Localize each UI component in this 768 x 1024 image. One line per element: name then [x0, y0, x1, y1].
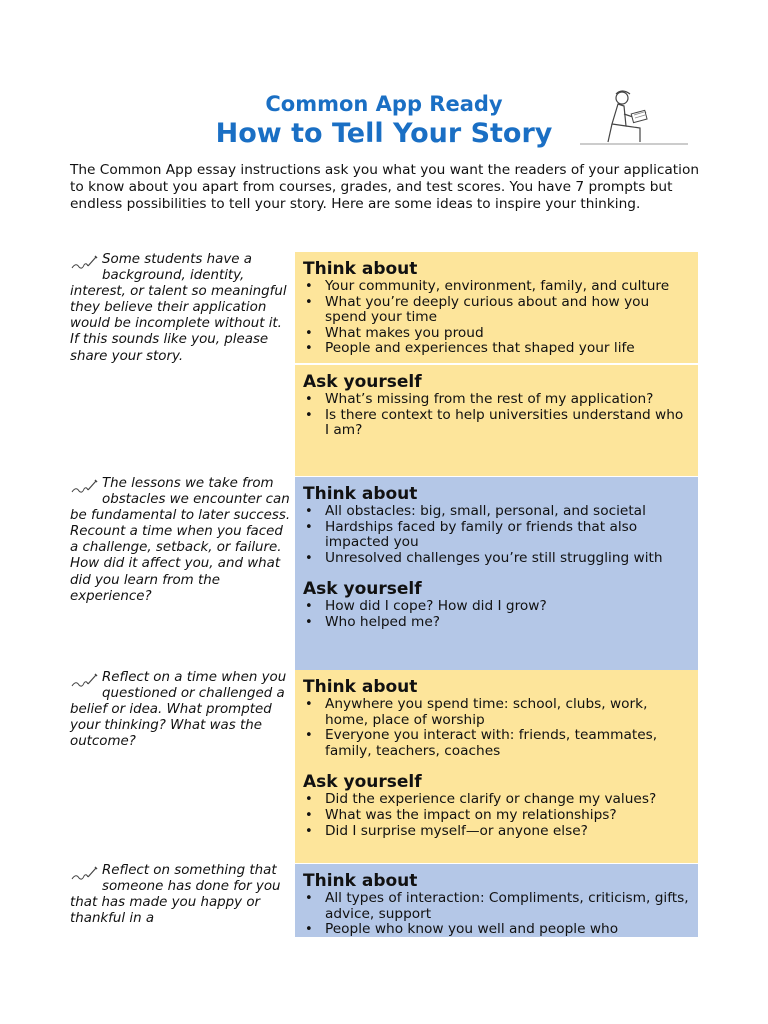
think-about-heading: Think about [303, 259, 418, 279]
pen-icon [70, 672, 98, 690]
ask-yourself-heading: Ask yourself [303, 579, 422, 600]
think-about-section [295, 670, 698, 759]
list-item: • Did I surprise myself—or anyone else? [303, 824, 690, 840]
prompt-text: The lessons we take from obstacles we encounter can be fundamental to later success. Recount a time when you faced a challenge, setback, or failure. How did it affect you, and what did you learn from the experience? [70, 476, 291, 604]
list-item: • What was the impact on my relationships? [303, 808, 690, 824]
think-about-list [303, 279, 690, 357]
think-about-section [295, 252, 698, 357]
think-about-list [303, 697, 690, 759]
student-reading-icon [578, 84, 690, 150]
prompt-1-box [295, 252, 698, 476]
ask-yourself-list [303, 792, 690, 839]
pen-icon [70, 865, 98, 883]
list-item: • Who helped me? [303, 615, 690, 631]
ask-yourself-section [295, 365, 698, 439]
prompt-text: Reflect on something that someone has done for you that has made you happy or thankful in a [70, 863, 281, 927]
think-about-heading: Think about [303, 677, 418, 697]
think-about-section [295, 477, 698, 566]
ask-yourself-list [303, 392, 690, 439]
list-item: • Anywhere you spend time: school, clubs, work, home, place of worship [303, 697, 690, 728]
list-item: • What’s missing from the rest of my application? [303, 392, 690, 408]
document-title: How to Tell Your Story [215, 118, 553, 149]
list-item: • How did I cope? How did I grow? [303, 599, 690, 615]
list-item: • What you’re deeply curious about and how you spend your time [303, 295, 690, 326]
list-item: • Unresolved challenges you’re still struggling with [303, 551, 690, 567]
think-about-heading: Think about [303, 484, 418, 504]
ask-yourself-section [295, 759, 698, 839]
pen-icon [70, 478, 98, 496]
prompt-2 [70, 476, 292, 605]
ask-yourself-heading: Ask yourself [303, 772, 422, 793]
think-about-section [295, 864, 698, 937]
prompt-text: Reflect on a time when you questioned or challenged a belief or idea. What prompted your thinking? What was the outcome? [70, 670, 287, 750]
prompt-text: Some students have a background, identity, interest, or talent so meaningful they believe their application would be incomplete without it. If this sounds like you, please share your story. [70, 252, 287, 364]
prompt-2-box [295, 477, 698, 670]
list-item: • Your community, environment, family, and culture [303, 279, 690, 295]
list-item: • All obstacles: big, small, personal, and societal [303, 504, 690, 520]
document-subtitle: Common App Ready [265, 92, 503, 116]
think-about-list [303, 891, 690, 937]
list-item: • All types of interaction: Compliments, criticism, gifts, advice, support [303, 891, 690, 922]
list-item: • Everyone you interact with: friends, teammates, family, teachers, coaches [303, 728, 690, 759]
think-about-list [303, 504, 690, 566]
ask-yourself-section [295, 566, 698, 630]
pen-icon [70, 254, 98, 272]
list-item: • People and experiences that shaped your life [303, 341, 690, 357]
ask-yourself-heading: Ask yourself [303, 371, 422, 392]
prompt-3-box [295, 670, 698, 863]
ask-yourself-list [303, 599, 690, 630]
prompt-3 [70, 670, 292, 750]
list-item: • Hardships faced by family or friends that also impacted you [303, 520, 690, 551]
list-item: • Is there context to help universities understand who I am? [303, 408, 690, 439]
prompt-1 [70, 252, 292, 365]
list-item: • What makes you proud [303, 326, 690, 342]
prompt-4-box [295, 864, 698, 937]
prompt-4 [70, 863, 292, 935]
think-about-heading: Think about [303, 871, 418, 891]
list-item: • People who know you well and people who [303, 922, 690, 937]
list-item: • Did the experience clarify or change my values? [303, 792, 690, 808]
intro-paragraph: The Common App essay instructions ask you what you want the readers of your application to know about you apart from courses, grades, and test scores. You have 7 prompts but endless possibilities to tell your story. Here are some ideas to inspire your thinking. [70, 162, 700, 212]
